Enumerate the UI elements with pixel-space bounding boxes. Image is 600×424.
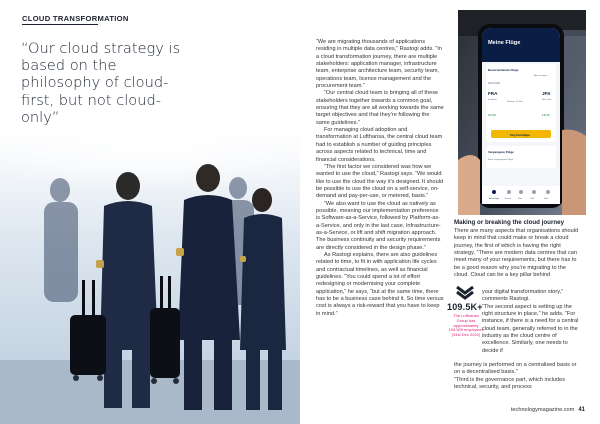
phone-nav-book[interactable]: Buchen xyxy=(505,198,512,200)
phone-nav-flights[interactable]: Meine Flüge xyxy=(489,198,499,200)
paragraph: your digital transformation story,” comments Rastogi. xyxy=(482,289,564,303)
phone-past-heading: Vergangene Flüge xyxy=(488,150,514,154)
phone-card-heading: Bevorstehende Flüge xyxy=(488,68,519,72)
phone-cta-button[interactable]: Flug hinzufügen xyxy=(510,134,531,137)
article-column-2-wrap xyxy=(482,289,582,355)
stat-value: 109.5K+ xyxy=(447,302,483,312)
phone-nav-profile[interactable]: Profil xyxy=(530,198,535,200)
article-column-2 xyxy=(454,228,582,279)
paragraph: “Third is the governance part, which includes technical, security, and process xyxy=(454,376,565,391)
phone-photo xyxy=(458,10,586,215)
pull-quote: “Our cloud strategy is based on the philosophy of cloud-first, but not cloud-only” xyxy=(21,40,181,126)
paragraph: There are many aspects that organisations should keep in mind that could make or break a cloud journey, the first of which is having the right strategy. “There are modern data centres that can meet many of your requirements, but there has to be a good reason why you’re migrating to the cloud. Cloud can be a key pillar behind xyxy=(454,228,579,279)
paragraph: As Rastogi explains, there are also guidelines related to time, to fit in with application life cycles and contractual timelines, as well as financial guidelines. “You could spend a lot of effort redesigning or modernising your complete application,” he says, “but at the same time, there has to be a business case behind it. So time versus cost is always a risk-reward that you have to keep in mind.” xyxy=(316,251,444,317)
paragraph: the journey is performed on a centralised basis or on a decentralised basis.” xyxy=(454,362,577,376)
paragraph: “We also want to use the cloud as natively as possible, meaning our implementation preference is Software-as-a-Service, followed by Platform-as-a-Service, and only in the last case, Infrastructure-as-a-Service, or lift and shift migration approach. The business continuity and security requirements are directly considered in the design phase.” xyxy=(316,200,441,251)
article-column-1 xyxy=(316,39,444,318)
phone-from-city: Frankfurt xyxy=(488,99,497,101)
phone-arr-time: 13:20 xyxy=(542,113,550,117)
phone-app-title: Meine Flüge xyxy=(488,40,521,46)
paragraph: For managing cloud adoption and transformation at Lufthansa, the central cloud team had to establish a number of guiding principles across aspects related to technical, time and financial considerations. xyxy=(316,127,443,163)
phone-flight-info: Nonstop · 8h 50m xyxy=(507,101,523,103)
chevron-down-icon xyxy=(454,286,476,300)
phone-from-code: FRA xyxy=(488,91,498,96)
phone-to-code: JFK xyxy=(542,91,551,96)
phone-flight-date: 02.01.2024 xyxy=(488,82,500,85)
article-column-2-tail xyxy=(454,362,582,391)
section-label: CLOUD TRANSFORMATION xyxy=(22,14,129,23)
page-number: 41 xyxy=(578,407,585,413)
airline-crew-photo xyxy=(0,130,300,424)
phone-to-city: New York xyxy=(542,99,552,101)
stat-description: The Lufthansa Group has approximately 109,509 employees (31st Dec 2022) xyxy=(448,313,484,338)
paragraph: “The second aspect is setting up the right structure in place,” he adds. “For instance, if there is a need for a central cloud team, generally referred to in the industry as the cloud centre of excellence. Similarly, one needs to decide if xyxy=(482,303,579,354)
paragraph: “We are migrating thousands of applications residing in multiple data centres,” Rastogi adds. “In a cloud transformation journey, there are multiple stakeholders: application manager, infrastructure team, enterprise architecture team, security team, operations team, licence management and the procurement team.” xyxy=(316,39,442,90)
phone-past-line: Keine vergangenen Flüge xyxy=(488,159,514,161)
phone-card-link[interactable]: Alle anzeigen xyxy=(534,75,548,77)
paragraph: “Our central cloud team is bringing all of these stakeholders together towards a common goal, ensuring that they are all working towards the same target objectives and that they’re following the same guidelines.” xyxy=(316,90,444,126)
page-footer xyxy=(511,407,585,413)
phone-nav-miles[interactable]: Miles xyxy=(518,198,523,200)
section-label-underline xyxy=(22,24,98,25)
footer-site: technologymagazine.com xyxy=(510,407,575,413)
subheading: Making or breaking the cloud journey xyxy=(454,219,565,226)
paragraph: “The first factor we considered was how we wanted to use the cloud,” Rastogi says. “We would like to use the cloud the way it’s designed. It should be possible to use the cloud on a self-service, on-demand and pay-per-use, or metered, basis.” xyxy=(316,163,444,200)
phone-nav-more[interactable]: Mehr xyxy=(544,198,549,200)
phone-dep-time: 10:30 xyxy=(488,113,496,117)
